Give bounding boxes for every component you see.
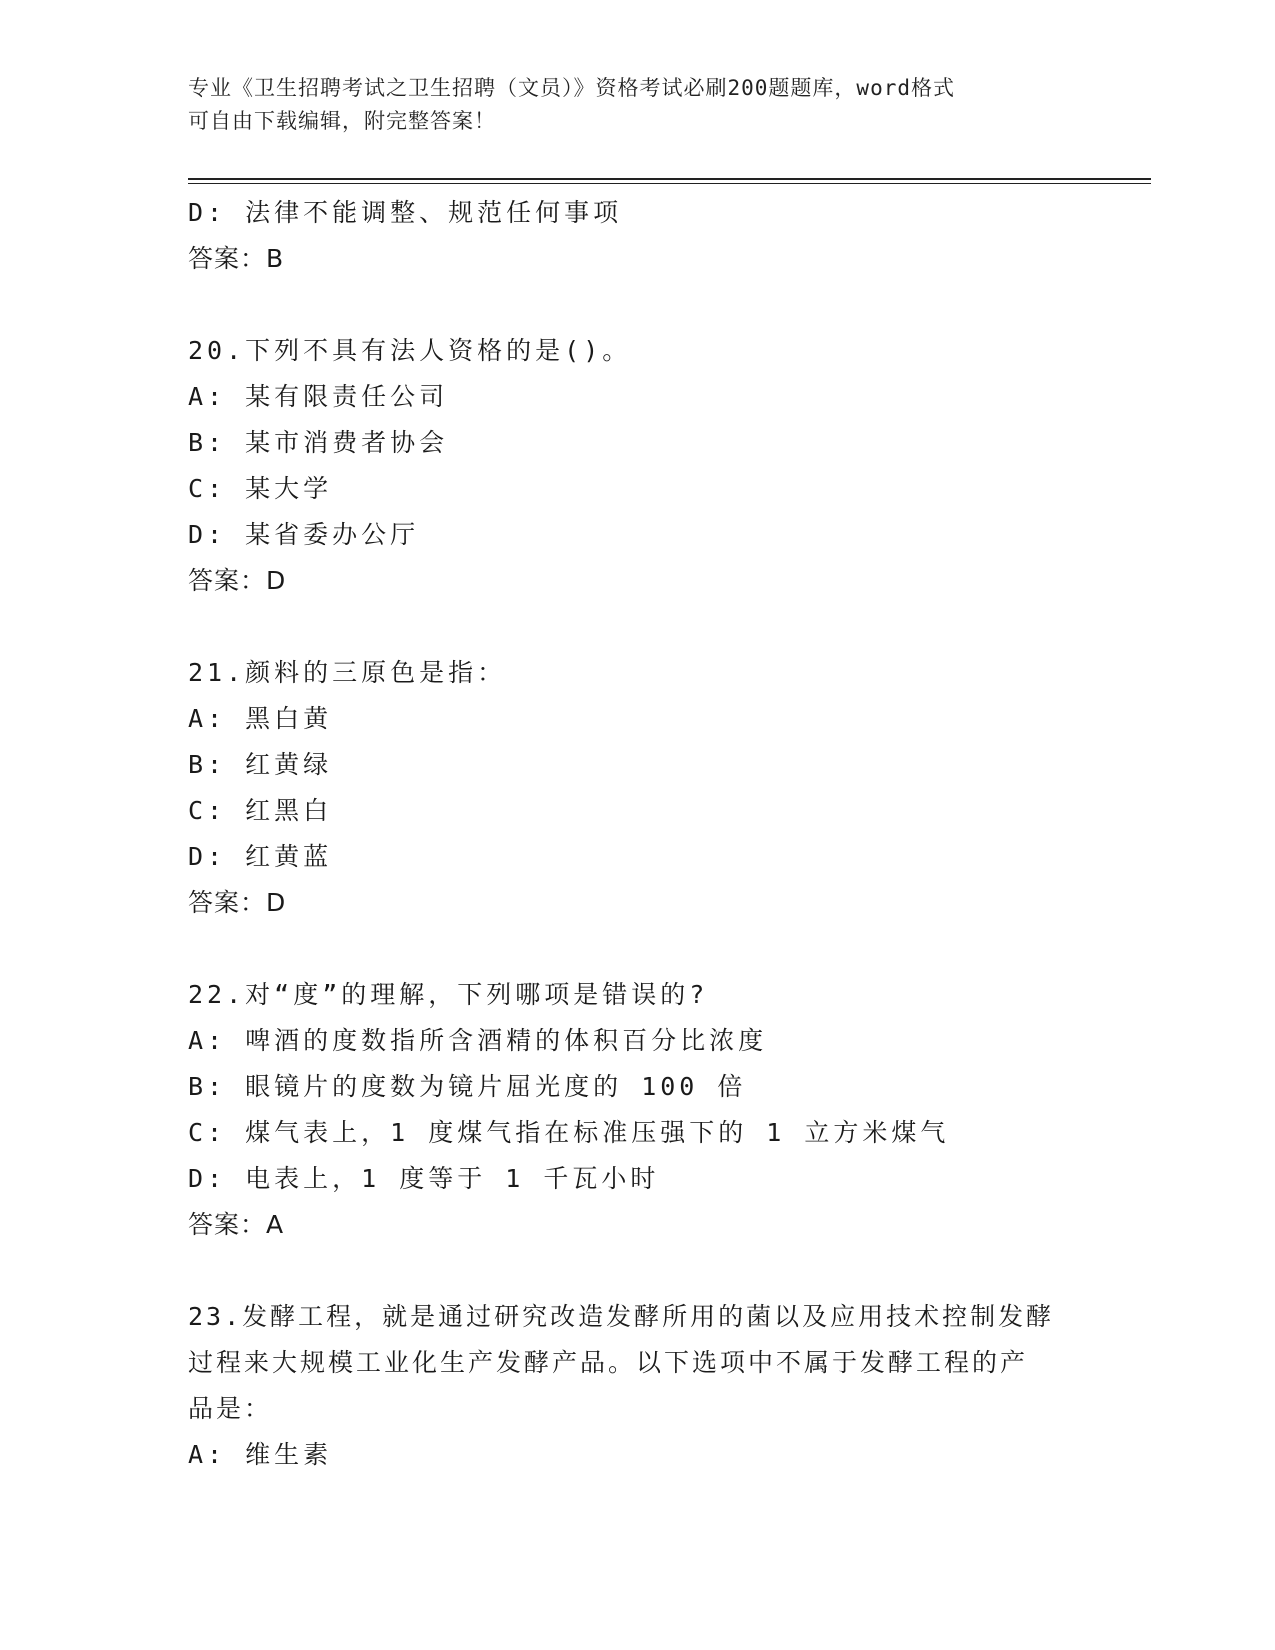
option-a: A: 某有限责任公司: [188, 382, 449, 411]
answer-label: 答案：D: [188, 566, 287, 595]
question-21: [188, 650, 1088, 926]
question-22: [188, 972, 1088, 1248]
option-c: C: 煤气表上，1 度煤气指在标准压强下的 1 立方米煤气: [188, 1118, 950, 1147]
question-title: [188, 1294, 1068, 1432]
option-c: C: 某大学: [188, 474, 333, 503]
spacer: [188, 926, 1088, 972]
question-title: 21.颜料的三原色是指：: [188, 658, 507, 687]
header-title-line-2: 可自由下载编辑，附完整答案！: [188, 109, 496, 133]
option-a: A: 啤酒的度数指所含酒精的体积百分比浓度: [188, 1026, 768, 1055]
option-b: B: 眼镜片的度数为镜片屈光度的 100 倍: [188, 1072, 747, 1101]
question-title-line: 23.发酵工程，就是通过研究改造发酵所用的菌以及应用技术控制发酵: [188, 1302, 1055, 1331]
spacer: [188, 1248, 1088, 1294]
option-b: B: 某市消费者协会: [188, 428, 449, 457]
answer-label: 答案：D: [188, 888, 287, 917]
option-d: D: 红黄蓝: [188, 842, 333, 871]
header-divider: [188, 178, 1151, 180]
question-title: 20.下列不具有法人资格的是()。: [188, 336, 632, 365]
option-a: A: 维生素: [188, 1440, 333, 1469]
question-content: [188, 190, 1088, 1478]
answer-label: 答案：B: [188, 244, 285, 273]
option-d: D: 某省委办公厅: [188, 520, 420, 549]
document-header: [188, 72, 1088, 138]
option-a: A: 黑白黄: [188, 704, 333, 733]
header-divider-thin: [188, 183, 1151, 184]
option-b: B: 红黄绿: [188, 750, 333, 779]
question-title: 22.对“度”的理解，下列哪项是错误的?: [188, 980, 709, 1009]
answer-label: 答案：A: [188, 1210, 285, 1239]
question-title-line: 品是：: [188, 1394, 273, 1423]
spacer: [188, 282, 1088, 328]
option-d: D: 法律不能调整、规范任何事项: [188, 198, 623, 227]
option-d: D: 电表上，1 度等于 1 千瓦小时: [188, 1164, 660, 1193]
question-20: [188, 328, 1088, 604]
spacer: [188, 604, 1088, 650]
question-title-line: 过程来大规模工业化生产发酵产品。以下选项中不属于发酵工程的产: [188, 1348, 1029, 1377]
question-23: [188, 1294, 1088, 1478]
header-title-line-1: 专业《卫生招聘考试之卫生招聘（文员）》资格考试必刷200题题库，word格式: [188, 76, 955, 100]
option-c: C: 红黑白: [188, 796, 333, 825]
